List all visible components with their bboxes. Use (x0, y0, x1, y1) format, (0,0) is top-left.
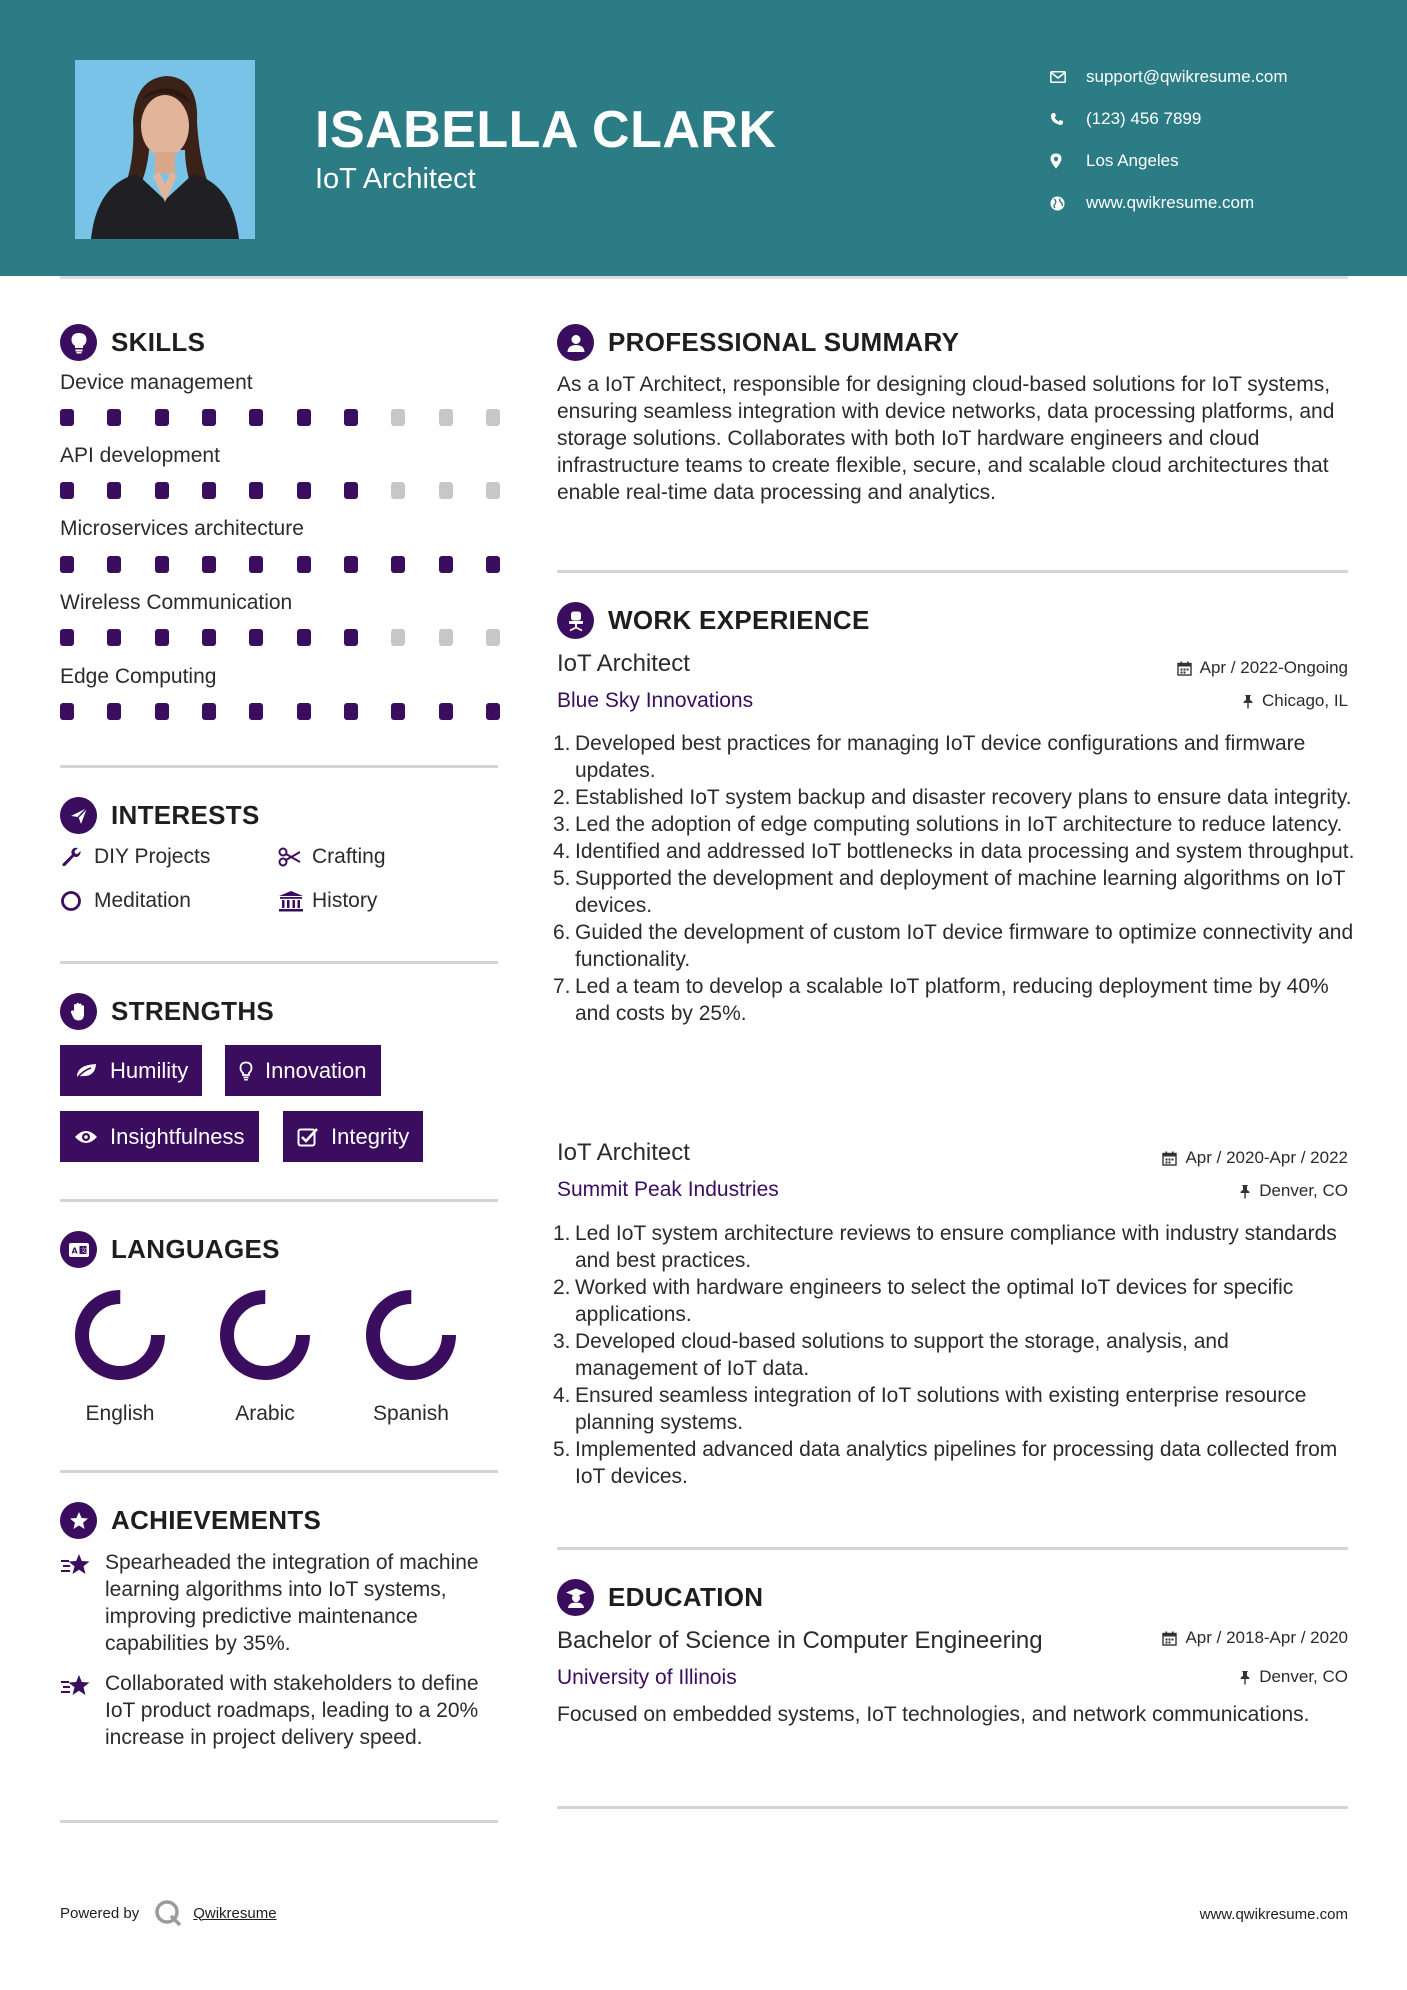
paper-plane-icon (60, 797, 97, 834)
job-bullet (553, 784, 1357, 811)
contact-email[interactable] (1050, 56, 1370, 98)
summary-title: PROFESSIONAL SUMMARY (608, 327, 960, 357)
bullet-text: Led the adoption of edge computing solutions in IoT architecture to reduce latency. (575, 813, 1343, 836)
lightbulb-icon (239, 1061, 253, 1081)
section-divider (60, 765, 498, 768)
bullet-number: 2. (553, 1276, 571, 1299)
rating-dot (202, 482, 216, 499)
pushpin-icon (1239, 1670, 1251, 1685)
job-location-text: Chicago, IL (1262, 691, 1348, 710)
section-divider (60, 1820, 498, 1823)
language-item (346, 1285, 476, 1426)
rating-dot (202, 409, 216, 426)
star-badge-icon (60, 1502, 97, 1539)
job-bullet (553, 730, 1357, 784)
contact-phone[interactable] (1050, 98, 1370, 140)
bullet-number: 4. (553, 840, 571, 863)
pushpin-icon (1239, 1184, 1251, 1199)
bullet-number: 1. (553, 732, 571, 755)
job-bullet (553, 811, 1357, 838)
strength-label: Innovation (265, 1057, 367, 1083)
section-divider (557, 1547, 1348, 1550)
rating-dot (202, 556, 216, 573)
section-divider (557, 1806, 1348, 1809)
contact-website-text: www.qwikresume.com (1086, 193, 1255, 212)
job-bullet (553, 1382, 1357, 1436)
language-item (55, 1285, 185, 1426)
job-title: IoT Architect (557, 650, 690, 677)
experience-title: WORK EXPERIENCE (608, 605, 870, 635)
language-label: Arabic (235, 1402, 295, 1425)
rating-dot (391, 482, 405, 499)
rating-dot (60, 629, 74, 646)
globe-icon (1050, 196, 1086, 211)
company-name: Summit Peak Industries (557, 1178, 779, 1201)
rating-dot (60, 482, 74, 499)
languages-title: LANGUAGES (111, 1234, 280, 1264)
footer-powered-by (60, 1898, 277, 1928)
rating-dot (202, 629, 216, 646)
job-bullet (553, 1436, 1357, 1490)
bullet-text: Established IoT system backup and disaster recovery plans to ensure data integrity. (575, 786, 1352, 809)
header-divider (60, 276, 1348, 279)
achievement-item (60, 1670, 500, 1751)
education-dates (1162, 1628, 1348, 1648)
circle-icon (60, 890, 94, 912)
interest-item (60, 889, 191, 913)
bullet-text: Ensured seamless integration of IoT solutions with existing enterprise resource planning systems. (575, 1384, 1307, 1434)
contact-location-text: Los Angeles (1086, 151, 1179, 170)
rating-dot (249, 556, 263, 573)
strength-chip (60, 1111, 259, 1162)
languages-heading (60, 1231, 280, 1268)
rating-dot (107, 409, 121, 426)
rating-dot (155, 703, 169, 720)
achievement-text: Collaborated with stakeholders to define IoT product roadmaps, leading to a 20% increase in project delivery speed. (105, 1672, 479, 1749)
rating-dot (297, 703, 311, 720)
rating-dot (107, 703, 121, 720)
job-bullet (553, 919, 1357, 973)
achievement-text: Spearheaded the integration of machine learning algorithms into IoT systems, improving predictive maintenance capabilities by 35%. (105, 1551, 479, 1655)
scissors-icon (278, 847, 312, 867)
contact-list (1050, 56, 1370, 224)
job-bullet (553, 838, 1357, 865)
job-bullets (553, 730, 1357, 1027)
language-progress-ring (215, 1285, 315, 1385)
rating-dot (155, 409, 169, 426)
svg-text:文: 文 (80, 1247, 87, 1254)
bullet-text: Led IoT system architecture reviews to ensure compliance with industry standards and best practices. (575, 1222, 1337, 1272)
bullet-text: Identified and addressed IoT bottlenecks in data processing and system throughput. (575, 840, 1355, 863)
rating-dot (391, 703, 405, 720)
footer-url[interactable]: www.qwikresume.com (1199, 1906, 1348, 1923)
rating-dot (249, 409, 263, 426)
job-dates (1177, 658, 1348, 678)
rating-dot (249, 482, 263, 499)
skill-name: API development (60, 444, 220, 467)
rating-dot (486, 629, 500, 646)
job-dates-text: Apr / 2022-Ongoing (1199, 658, 1348, 677)
rating-dot (155, 482, 169, 499)
experience-heading (557, 602, 870, 639)
interests-title: INTERESTS (111, 800, 260, 830)
school-name: University of Illinois (557, 1666, 737, 1689)
degree-title: Bachelor of Science in Computer Engineering (557, 1627, 1043, 1654)
language-item (200, 1285, 330, 1426)
location-pin-icon (1050, 153, 1086, 169)
user-icon (557, 324, 594, 361)
job-location (1242, 691, 1348, 711)
skill-rating (60, 409, 500, 426)
star-icon (60, 1670, 105, 1751)
contact-email-text: support@qwikresume.com (1086, 67, 1288, 86)
section-divider (60, 1199, 498, 1202)
contact-website[interactable] (1050, 182, 1370, 224)
calendar-icon (1162, 1151, 1177, 1166)
language-level-arc (82, 1297, 158, 1373)
leaf-icon (74, 1062, 98, 1080)
bullet-number: 1. (553, 1222, 571, 1245)
job-bullet (553, 973, 1357, 1027)
hand-icon (60, 993, 97, 1030)
education-dates-text: Apr / 2018-Apr / 2020 (1185, 1628, 1348, 1647)
interest-label: DIY Projects (94, 845, 211, 868)
job-bullet (553, 1220, 1357, 1274)
skill-rating (60, 703, 500, 720)
strength-label: Integrity (331, 1123, 410, 1149)
rating-dot (107, 629, 121, 646)
phone-icon (1050, 112, 1086, 126)
bullet-text: Worked with hardware engineers to select the optimal IoT devices for specific applications. (575, 1276, 1294, 1326)
education-description: Focused on embedded systems, IoT technologies, and network communications. (557, 1703, 1310, 1726)
rating-dot (202, 703, 216, 720)
eye-icon (74, 1129, 98, 1145)
job-dates-text: Apr / 2020-Apr / 2022 (1185, 1148, 1348, 1167)
rating-dot (439, 703, 453, 720)
envelope-icon (1050, 71, 1086, 83)
strength-label: Insightfulness (110, 1123, 245, 1149)
bullet-text: Implemented advanced data analytics pipelines for processing data collected from IoT devices. (575, 1438, 1338, 1488)
calendar-icon (1177, 661, 1192, 676)
bullet-number: 5. (553, 867, 571, 890)
interest-label: History (312, 889, 378, 912)
strengths-heading (60, 993, 274, 1030)
bullet-text: Supported the development and deployment of machine learning algorithms on IoT devices. (575, 867, 1346, 917)
rating-dot (486, 482, 500, 499)
lightbulb-icon (60, 324, 97, 361)
skills-heading (60, 324, 205, 361)
bullet-number: 4. (553, 1384, 571, 1407)
check-square-icon (297, 1127, 319, 1147)
rating-dot (297, 482, 311, 499)
contact-phone-text: (123) 456 7899 (1086, 109, 1202, 128)
skill-name: Microservices architecture (60, 517, 304, 540)
job-bullet (553, 865, 1357, 919)
education-location-text: Denver, CO (1259, 1667, 1348, 1686)
job-bullet (553, 1274, 1357, 1328)
interest-item (278, 845, 386, 869)
education-title: EDUCATION (608, 1582, 764, 1612)
achievements-heading (60, 1502, 321, 1539)
rating-dot (249, 703, 263, 720)
company-name: Blue Sky Innovations (557, 689, 754, 712)
bullet-text: Developed cloud-based solutions to support the storage, analysis, and management of IoT data. (575, 1330, 1229, 1380)
rating-dot (486, 703, 500, 720)
rating-dot (391, 629, 405, 646)
star-icon (60, 1549, 105, 1657)
bullet-number: 5. (553, 1438, 571, 1461)
achievement-item (60, 1549, 500, 1657)
rating-dot (344, 703, 358, 720)
interest-label: Crafting (312, 845, 386, 868)
bullet-number: 3. (553, 1330, 571, 1353)
language-level-arc (227, 1297, 303, 1373)
rating-dot (439, 482, 453, 499)
interest-label: Meditation (94, 889, 191, 912)
rating-dot (486, 409, 500, 426)
job-location (1239, 1181, 1348, 1201)
rating-dot (344, 629, 358, 646)
language-label: Spanish (373, 1402, 449, 1425)
interest-item (60, 845, 210, 869)
contact-location (1050, 140, 1370, 182)
brand-link[interactable]: Qwikresume (193, 1904, 277, 1922)
rating-dot (155, 629, 169, 646)
strength-chip (225, 1045, 381, 1096)
rating-dot (297, 556, 311, 573)
strength-chip (60, 1045, 202, 1096)
graduate-icon (557, 1579, 594, 1616)
interest-item (278, 889, 377, 913)
strengths-title: STRENGTHS (111, 996, 275, 1026)
office-chair-icon (557, 602, 594, 639)
summary-heading (557, 324, 959, 361)
resume-header (0, 0, 1407, 276)
rating-dot (60, 556, 74, 573)
language-icon (60, 1231, 97, 1268)
museum-icon (278, 890, 312, 912)
job-bullet (553, 1328, 1357, 1382)
rating-dot (344, 482, 358, 499)
candidate-name: ISABELLA CLARK (315, 101, 777, 159)
bullet-text: Led a team to develop a scalable IoT platform, reducing deployment time by 40% and costs by 25%. (575, 975, 1329, 1025)
achievements-title: ACHIEVEMENTS (111, 1505, 322, 1535)
rating-dot (344, 409, 358, 426)
education-heading (557, 1579, 763, 1616)
skill-name: Device management (60, 371, 253, 394)
rating-dot (249, 629, 263, 646)
bullet-number: 7. (553, 975, 571, 998)
rating-dot (391, 409, 405, 426)
profile-photo (75, 60, 255, 239)
skill-name: Edge Computing (60, 665, 217, 688)
section-divider (60, 961, 498, 964)
bullet-text: Guided the development of custom IoT device firmware to optimize connectivity and functionality. (575, 921, 1354, 971)
rating-dot (486, 556, 500, 573)
bullet-text: Developed best practices for managing IoT device configurations and firmware updates. (575, 732, 1306, 782)
job-title: IoT Architect (557, 1139, 690, 1166)
rating-dot (439, 556, 453, 573)
skill-name: Wireless Communication (60, 591, 293, 614)
rating-dot (107, 556, 121, 573)
strength-chip (283, 1111, 423, 1162)
job-bullets (553, 1220, 1357, 1490)
rating-dot (344, 556, 358, 573)
job-location-text: Denver, CO (1259, 1181, 1348, 1200)
rating-dot (439, 629, 453, 646)
section-divider (60, 1470, 498, 1473)
qwikresume-logo-icon (153, 1898, 183, 1928)
skills-title: SKILLS (111, 327, 206, 357)
interests-heading (60, 797, 260, 834)
wrench-icon (60, 846, 94, 868)
svg-text:A: A (71, 1246, 78, 1255)
rating-dot (155, 556, 169, 573)
section-divider (557, 570, 1348, 573)
rating-dot (391, 556, 405, 573)
language-level-arc (373, 1297, 449, 1373)
education-location (1239, 1667, 1348, 1687)
calendar-icon (1162, 1631, 1177, 1646)
skill-rating (60, 482, 500, 499)
candidate-title: IoT Architect (315, 163, 476, 195)
language-progress-ring (70, 1285, 170, 1385)
rating-dot (60, 703, 74, 720)
rating-dot (60, 409, 74, 426)
strength-label: Humility (110, 1057, 189, 1083)
pushpin-icon (1242, 694, 1254, 709)
powered-by-label: Powered by (60, 1904, 140, 1922)
bullet-number: 2. (553, 786, 571, 809)
bullet-number: 6. (553, 921, 571, 944)
rating-dot (297, 409, 311, 426)
language-progress-ring (361, 1285, 461, 1385)
rating-dot (107, 482, 121, 499)
job-dates (1162, 1148, 1348, 1168)
bullet-number: 3. (553, 813, 571, 836)
rating-dot (439, 409, 453, 426)
language-label: English (85, 1402, 155, 1425)
skill-rating (60, 629, 500, 646)
skill-rating (60, 556, 500, 573)
summary-text: As a IoT Architect, responsible for designing cloud-based solutions for IoT systems, ensuring seamless integration with device networks, data processing platforms, and storage solutions. Collaborates with both IoT hardware engineers and cloud infrastructure teams to create flexible, secure, and scalable cloud architectures that enable real-time data processing and analytics. (557, 373, 1335, 504)
rating-dot (297, 629, 311, 646)
